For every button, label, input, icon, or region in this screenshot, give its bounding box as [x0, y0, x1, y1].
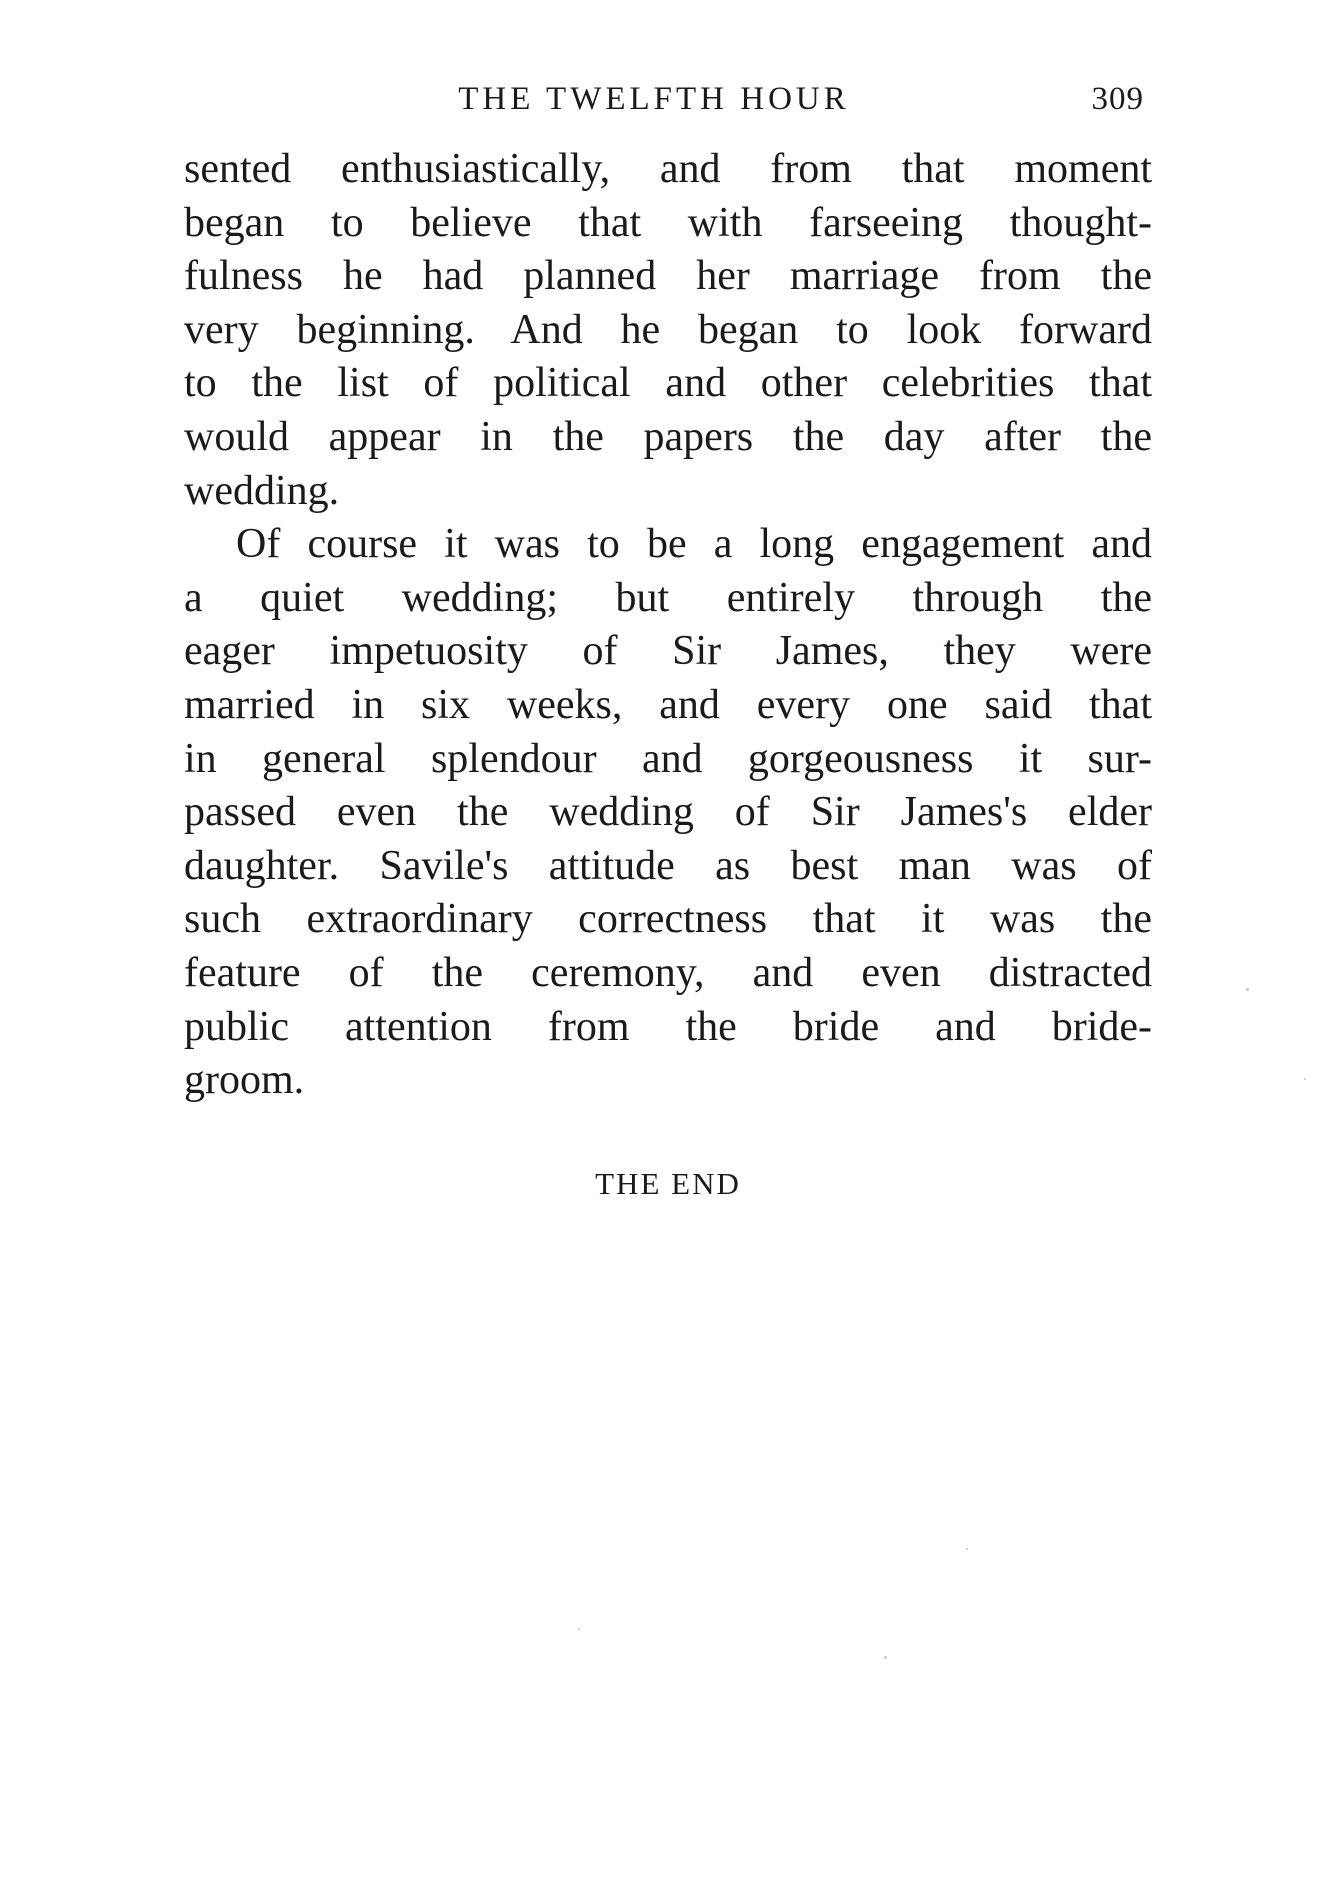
paper-speck [1246, 988, 1249, 991]
paper-speck [578, 1628, 580, 1630]
text-line: wedding. [184, 467, 340, 514]
text-line: began to believe that with farseeing thought- [184, 199, 1152, 246]
text-line: would appear in the papers the day after the [184, 413, 1152, 460]
text-line: passed even the wedding of Sir James's elder [184, 789, 1152, 836]
paper-speck [966, 1548, 968, 1550]
page-number: 309 [1091, 81, 1144, 117]
text-line: daughter. Savile's attitude as best man was of [184, 842, 1152, 889]
text-line: such extraordinary correctness that it was the [184, 896, 1152, 943]
text-line: married in six weeks, and every one said that [184, 681, 1152, 728]
text-line: Of course it was to be a long engagement and [236, 521, 1152, 568]
text-line: sented enthusiastically, and from that moment [184, 146, 1152, 192]
text-line: groom. [184, 1057, 305, 1104]
body-text [184, 143, 1152, 1108]
the-end: THE END [595, 1166, 741, 1201]
text-line: fulness he had planned her marriage from the [184, 253, 1152, 300]
text-line: public attention from the bride and bride- [184, 1003, 1152, 1050]
running-title: THE TWELFTH HOUR [458, 81, 850, 117]
text-line: eager impetuosity of Sir James, they were [184, 628, 1152, 675]
paper-speck [884, 1656, 887, 1659]
text-line: to the list of political and other celebrities that [184, 360, 1152, 407]
running-head [184, 74, 1152, 124]
paper-speck [1304, 1078, 1306, 1080]
text-line: a quiet wedding; but entirely through the [184, 574, 1152, 621]
text-line: in general splendour and gorgeousness it sur- [184, 735, 1152, 782]
text-line: very beginning. And he began to look forward [184, 306, 1152, 353]
text-line: feature of the ceremony, and even distracted [184, 949, 1152, 996]
